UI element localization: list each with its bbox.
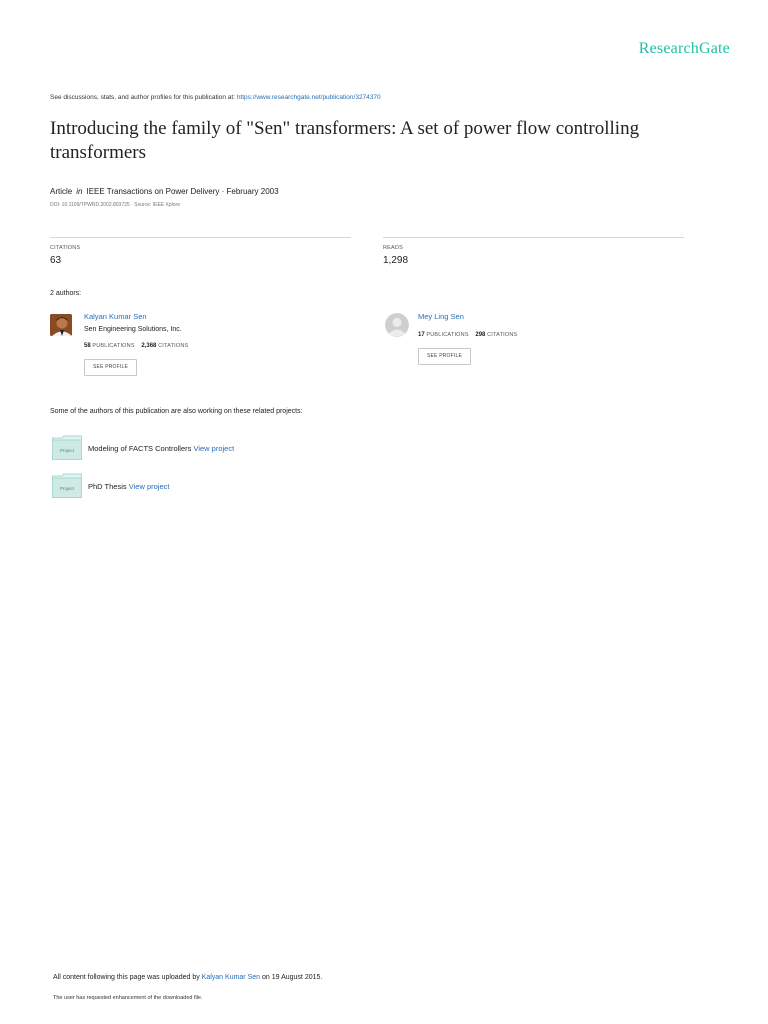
discussion-prefix: See discussions, stats, and author profiles for this publication at:: [50, 94, 235, 101]
upload-note: [53, 974, 322, 981]
author-affiliation: Sen Engineering Solutions, Inc.: [84, 326, 182, 333]
publications-label: PUBLICATIONS: [92, 343, 135, 349]
author-stats: [84, 343, 193, 349]
citations-divider: [50, 237, 351, 238]
journal-date: IEEE Transactions on Power Delivery · February 2003: [86, 187, 279, 196]
citations-count: 298: [475, 332, 486, 338]
publication-url-link[interactable]: https://www.researchgate.net/publication/3274370: [236, 94, 381, 101]
upload-suffix: on 19 August 2015.: [262, 974, 323, 981]
citations-label: CITATIONS: [50, 245, 81, 251]
publications-count: 58: [84, 343, 91, 349]
article-type: Article: [50, 187, 73, 196]
project-folder-icon: [52, 473, 82, 498]
publications-count: 17: [418, 332, 425, 338]
author-stats: [418, 332, 522, 338]
upload-prefix: All content following this page was uploaded by: [53, 974, 200, 981]
see-profile-button[interactable]: SEE PROFILE: [418, 348, 471, 365]
citations-label: CITATIONS: [158, 343, 189, 349]
author-avatar[interactable]: [50, 314, 72, 336]
uploader-link[interactable]: Kalyan Kumar Sen: [201, 974, 261, 981]
see-profile-button[interactable]: SEE PROFILE: [84, 359, 137, 376]
project-icon-label: Project: [59, 448, 75, 453]
project-name: Modeling of FACTS Controllers: [88, 444, 192, 453]
reads-label: READS: [383, 245, 403, 251]
citations-value: 63: [50, 255, 62, 266]
in-label: in: [76, 187, 83, 196]
project-icon-label: Project: [59, 486, 75, 491]
author-name-link[interactable]: Mey Ling Sen: [418, 312, 464, 321]
doi-source: DOI: 10.1109/TPWRD.2002.803725 · Source: IEEE Xplore: [50, 202, 180, 208]
project-folder-icon: [52, 435, 82, 460]
enhancement-note: The user has requested enhancement of the downloaded file.: [53, 995, 203, 1001]
project-item: [88, 482, 169, 491]
default-avatar-icon[interactable]: [385, 313, 409, 337]
related-projects-heading: Some of the authors of this publication are also working on these related projects:: [50, 408, 303, 415]
author-name-link[interactable]: Kalyan Kumar Sen: [84, 312, 147, 321]
publication-meta: [50, 187, 279, 196]
citations-count: 2,368: [141, 343, 157, 349]
publication-title: Introducing the family of "Sen" transformers: A set of power flow controlling transformers: [50, 118, 640, 163]
reads-value: 1,298: [383, 255, 409, 266]
reads-divider: [383, 237, 684, 238]
authors-count: 2 authors:: [50, 290, 82, 297]
project-name: PhD Thesis: [88, 482, 127, 491]
publications-label: PUBLICATIONS: [426, 332, 469, 338]
discussion-line: [50, 94, 381, 101]
view-project-link[interactable]: View project: [193, 444, 235, 453]
researchgate-logo[interactable]: ResearchGate: [638, 40, 730, 57]
view-project-link[interactable]: View project: [128, 482, 170, 491]
citations-label: CITATIONS: [487, 332, 518, 338]
project-item: [88, 444, 234, 453]
